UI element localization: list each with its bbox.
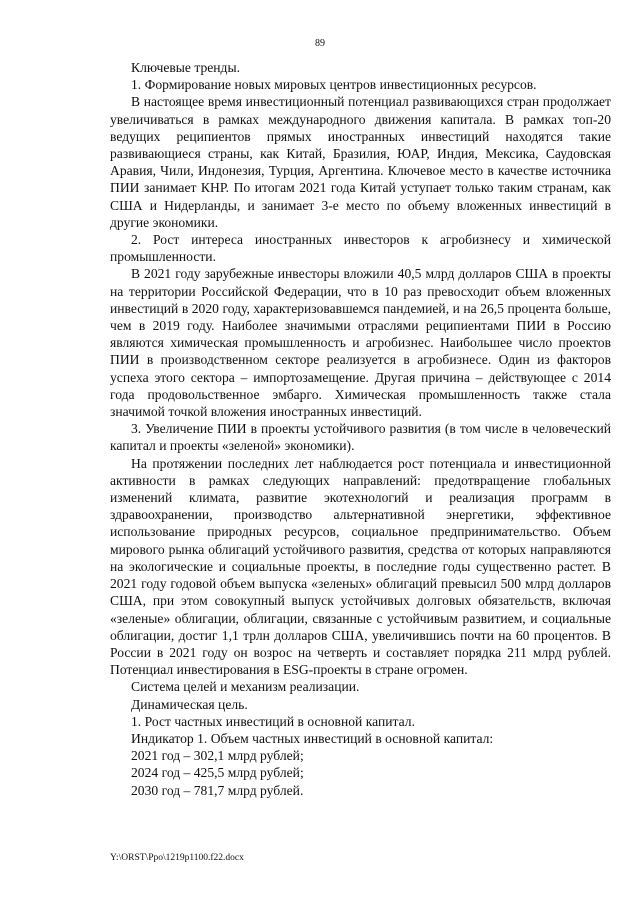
indicator-value-2030: 2030 год – 781,7 млрд рублей. xyxy=(131,782,304,798)
paragraph-goal-1: 1. Рост частных инвестиций в основной капитал. xyxy=(131,713,415,729)
paragraph-goals-heading: Система целей и механизм реализации. xyxy=(131,679,360,695)
document-body xyxy=(110,59,611,799)
paragraph-key-trends: Ключевые тренды. xyxy=(131,60,241,75)
indicator-value-2024: 2024 год – 425,5 млрд рублей; xyxy=(131,765,304,781)
paragraph-trend-2-heading: 2. Рост интереса иностранных инвесторов к агробизнесу и химической промышленности. xyxy=(110,232,611,265)
paragraph-trend-3-heading: 3. Увеличение ПИИ в проекты устойчивого развития (в том числе в человеческий капитал и проекты «зеленой» экономики). xyxy=(110,421,611,454)
page-number: 89 xyxy=(315,38,325,49)
footer-file-path: Y:\ORST\Ppo\1219p1100.f22.docx xyxy=(110,853,244,863)
paragraph-indicator-1: Индикатор 1. Объем частных инвестиций в основной капитал: xyxy=(131,730,494,746)
paragraph-trend-2-text: В 2021 году зарубежные инвесторы вложили 40,5 млрд долларов США в проекты на территории Российской Федерации, что в 10 раз превосходит объем вложенных инвестиций в 2020 году, характеризовавшемся пандемией, и на 26,5 процента больше, чем в 2019 году. Наиболее значимыми отраслями реципиентами ПИИ в Россию являются химическая промышленность и агробизнес. Наибольшее число проектов ПИИ в производственном секторе реализуется в агробизнесе. Один из факторов успеха этого сектора – импортозамещение. Другая причина – действующее с 2014 года продовольственное эмбарго. Химическая промышленность также стала значимой точкой вложения иностранных инвестиций. xyxy=(110,266,611,420)
paragraph-trend-3-text: На протяжении последних лет наблюдается рост потенциала и инвестиционной активности в рамках следующих направлений: предотвращение глобальных изменений климата, развитие экотехнологий и реализация программ в здравоохранении, производство альтернативной энергетики, эффективное использование природных ресурсов, социальное предпринимательство. Объем мирового рынка облигаций устойчивого развития, средства от которых направляются на экологические и социальные проекты, в последние годы существенно растет. В 2021 году годовой объем выпуска «зеленых» облигаций превысил 500 млрд долларов США, при этом совокупный выпуск устойчивых долговых обязательств, включая «зеленые» облигации, облигации, связанные с устойчивым развитием, и социальные облигации, достиг 1,1 трлн долларов США, увеличившись почти на 60 процентов. В России в 2021 году он возрос на четверть и составляет порядка 211 млрд рублей. Потенциал инвестирования в ESG-проекты в стране огромен. xyxy=(110,455,611,678)
paragraph-trend-1-text: В настоящее время инвестиционный потенциал развивающихся стран продолжает увеличиваться в рамках международного движения капитала. В рамках топ-20 ведущих реципиентов прямых иностранных инвестиций находятся такие развивающиеся страны, как Китай, Бразилия, ЮАР, Индия, Мексика, Саудовская Аравия, Чили, Индонезия, Турция, Аргентина. Ключевое место в качестве источника ПИИ занимает КНР. По итогам 2021 года Китай уступает только таким странам, как США и Нидерланды, и занимает 3-е место по объему вложенных инвестиций в другие экономики. xyxy=(110,94,611,230)
paragraph-dynamic-goal: Динамическая цель. xyxy=(131,696,248,712)
indicator-value-2021: 2021 год – 302,1 млрд рублей; xyxy=(131,748,304,764)
paragraph-trend-1-heading: 1. Формирование новых мировых центров инвестиционных ресурсов. xyxy=(131,77,537,93)
